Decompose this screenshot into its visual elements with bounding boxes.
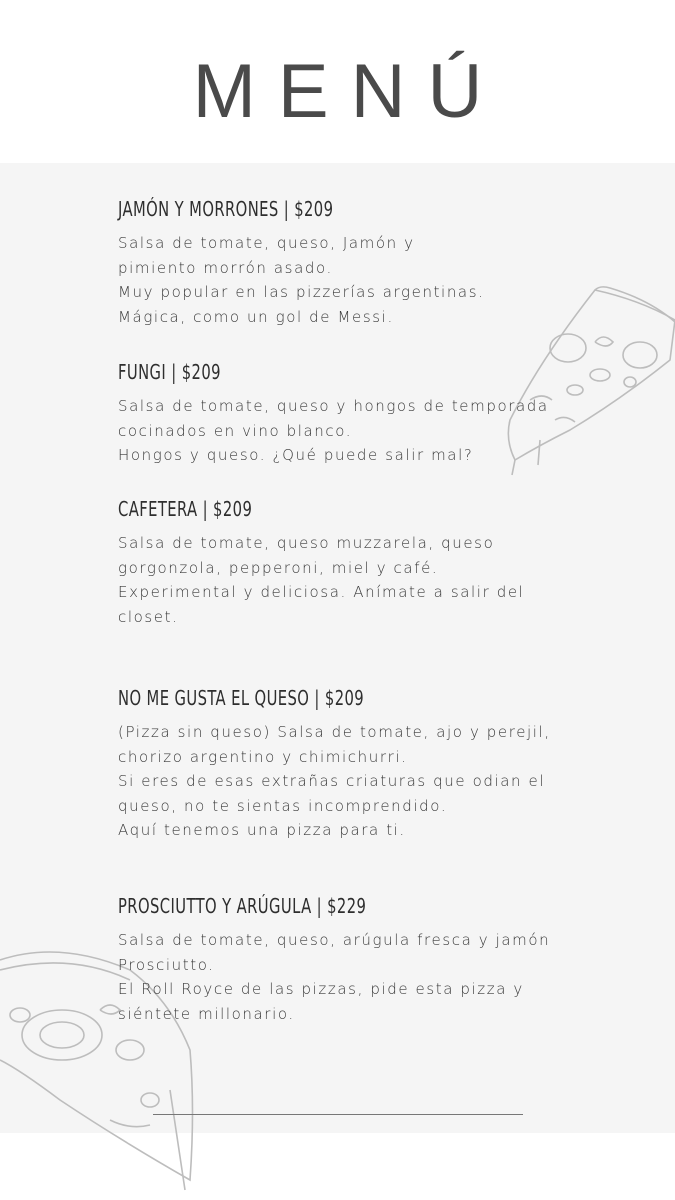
description-line: El Roll Royce de las pizzas, pide esta pizza y xyxy=(118,980,524,998)
description-line: (Pizza sin queso) Salsa de tomate, ajo y perejil, xyxy=(118,723,551,741)
description-line: cocinados en vino blanco. xyxy=(118,421,353,440)
description-line: Salsa de tomate, queso, arúgula fresca y jamón xyxy=(118,931,551,949)
description-line: Aquí tenemos una pizza para ti. xyxy=(118,821,406,839)
menu-item-description xyxy=(118,231,578,329)
description-line: closet. xyxy=(118,607,179,626)
menu-item xyxy=(118,197,578,329)
description-line: Salsa de tomate, queso, Jamón y xyxy=(118,234,415,252)
description-line: Salsa de tomate, queso y hongos de temporada xyxy=(118,397,549,415)
description-line: Salsa de tomate, queso muzzarela, queso xyxy=(118,534,495,552)
page-title: MENÚ xyxy=(192,49,505,134)
description-line: Prosciutto. xyxy=(118,955,215,974)
menu-item-heading: FUNGI | $209 xyxy=(118,360,221,384)
menu-item xyxy=(118,360,578,468)
menu-item-heading: PROSCIUTTO Y ARÚGULA | $229 xyxy=(118,894,367,918)
menu-item-heading: NO ME GUSTA EL QUESO | $209 xyxy=(118,686,365,710)
description-line: Si eres de esas extrañas criaturas que odian el xyxy=(118,772,546,790)
menu-item-description xyxy=(118,928,578,1026)
description-line: siéntete millonario. xyxy=(118,1004,295,1023)
menu-item-heading: JAMÓN Y MORRONES | $209 xyxy=(118,197,334,221)
menu-item xyxy=(118,894,578,1026)
menu-item-description xyxy=(118,720,578,843)
menu-item-description xyxy=(118,531,578,629)
description-line: Mágica, como un gol de Messi. xyxy=(118,307,394,326)
description-line: Muy popular en las pizzerías argentinas. xyxy=(118,283,485,301)
description-line: Hongos y queso. ¿Qué puede salir mal? xyxy=(118,446,474,464)
description-line: chorizo argentino y chimichurri. xyxy=(118,747,408,766)
description-line: pimiento morrón asado. xyxy=(118,258,333,277)
menu-item xyxy=(118,686,578,843)
divider xyxy=(153,1114,523,1115)
description-line: Experimental y deliciosa. Anímate a salir del xyxy=(118,583,525,601)
menu-item-description xyxy=(118,394,578,468)
menu-item xyxy=(118,497,578,629)
menu-item-heading: CAFETERA | $209 xyxy=(118,497,253,521)
description-line: queso, no te sientas incomprendido. xyxy=(118,796,448,815)
description-line: gorgonzola, pepperoni, miel y café. xyxy=(118,558,439,577)
